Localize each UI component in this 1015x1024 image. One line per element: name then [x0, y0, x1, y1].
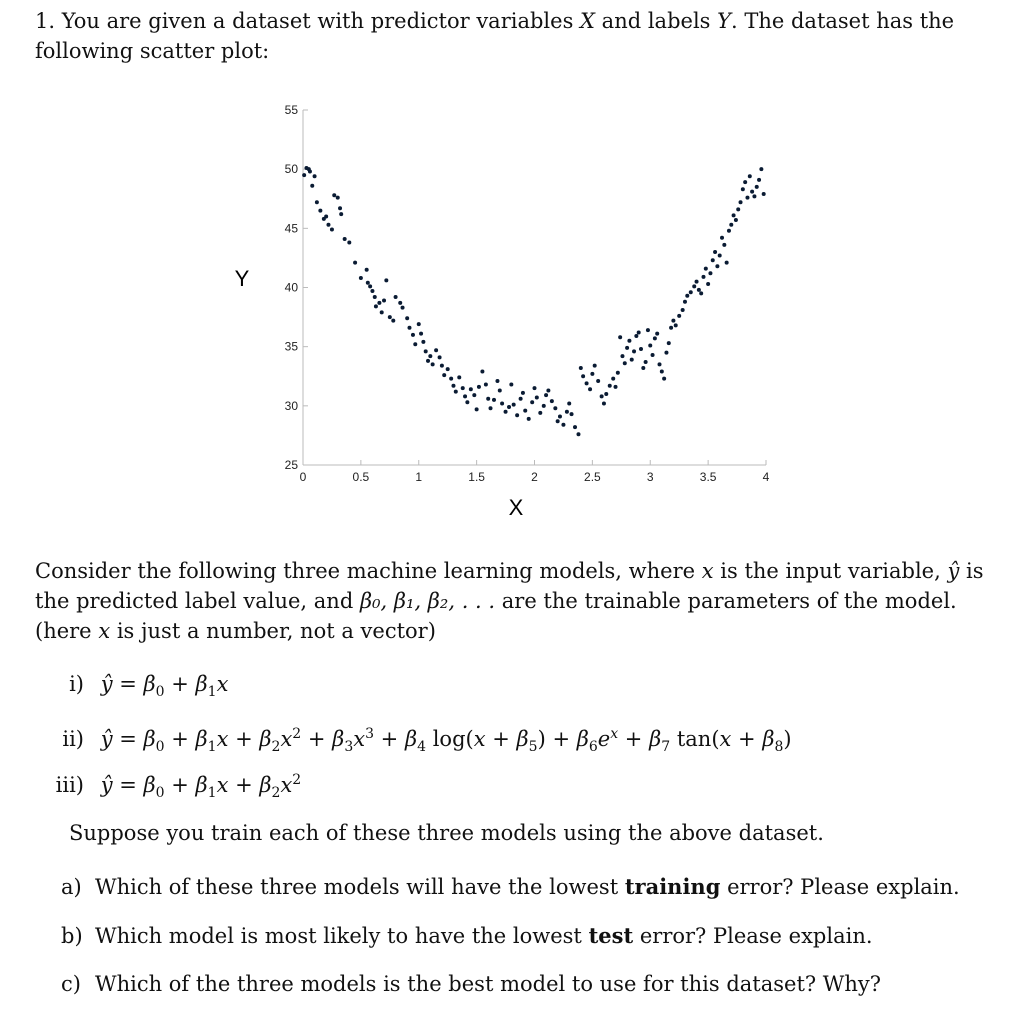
data-point [446, 367, 450, 371]
data-point [558, 414, 562, 418]
data-point [413, 342, 417, 346]
data-point [620, 354, 624, 358]
data-point [739, 200, 743, 204]
data-point [750, 190, 754, 194]
y-tick-label: 55 [284, 103, 298, 117]
data-point [477, 385, 481, 389]
model-i-number: i) [69, 672, 84, 696]
data-point [469, 387, 473, 391]
models-paragraph [35, 556, 985, 646]
data-point [339, 212, 343, 216]
data-point [542, 404, 546, 408]
para-var-x2: x [98, 619, 111, 643]
data-point [722, 243, 726, 247]
data-point [377, 301, 381, 305]
para-text-b: is the input variable, [720, 559, 941, 583]
data-point [561, 423, 565, 427]
data-point [658, 362, 662, 366]
data-point [567, 401, 571, 405]
plot-axes [285, 103, 770, 484]
data-point [313, 174, 317, 178]
data-point [512, 403, 516, 407]
data-point [706, 282, 710, 286]
data-point [718, 254, 722, 258]
question-b [61, 922, 873, 950]
data-point [729, 223, 733, 227]
data-point [359, 276, 363, 280]
data-point [530, 400, 534, 404]
data-point [449, 377, 453, 381]
data-point [711, 258, 715, 262]
data-point [438, 355, 442, 359]
data-point [489, 406, 493, 410]
data-point [500, 401, 504, 405]
data-point [318, 209, 322, 213]
data-point [588, 387, 592, 391]
model-iii [50, 766, 301, 807]
data-point [755, 185, 759, 189]
data-point [608, 384, 612, 388]
data-point [727, 229, 731, 233]
data-point [374, 304, 378, 308]
data-point [570, 412, 574, 416]
data-point [486, 397, 490, 401]
data-point [573, 425, 577, 429]
para-var-x: x [701, 559, 714, 583]
question-a-bold: training [624, 874, 721, 899]
para-text-c: is the predicted label value, and [35, 559, 984, 613]
question-b-bold: test [588, 923, 634, 948]
data-point [388, 315, 392, 319]
data-point [382, 299, 386, 303]
data-point [515, 413, 519, 417]
data-point [708, 271, 712, 275]
intro-text-b: and labels [601, 9, 711, 33]
data-point [461, 386, 465, 390]
data-point [431, 362, 435, 366]
data-point [671, 319, 675, 323]
data-point [509, 383, 513, 387]
data-point [585, 381, 589, 385]
x-tick-label: 1.5 [468, 470, 485, 484]
data-point [343, 237, 347, 241]
data-point [634, 334, 638, 338]
data-point [715, 264, 719, 268]
y-tick-label: 30 [284, 398, 298, 413]
intro-var-y: Y [717, 9, 731, 33]
question-b-text: Which model is most likely to have the lowest [95, 924, 582, 948]
y-tick-label: 50 [284, 162, 298, 177]
data-point [332, 193, 336, 197]
data-point [347, 241, 351, 245]
data-point [692, 284, 696, 288]
data-point [689, 290, 693, 294]
data-point [353, 261, 357, 265]
x-tick-label: 3 [646, 470, 654, 484]
data-point [625, 346, 629, 350]
data-point [527, 417, 531, 421]
data-point [495, 379, 499, 383]
data-point [623, 361, 627, 365]
data-point [637, 330, 641, 334]
data-point [472, 393, 476, 397]
data-point [504, 410, 508, 414]
data-point [411, 333, 415, 337]
x-tick-label: 2.5 [584, 470, 601, 484]
data-point [538, 411, 542, 415]
data-point [614, 385, 618, 389]
data-point [683, 300, 687, 304]
data-point [576, 432, 580, 436]
para-text-d: are the trainable parameters of the model. (here [35, 589, 957, 643]
data-point [752, 194, 756, 198]
data-point [725, 261, 729, 265]
data-point [550, 399, 554, 403]
data-point [465, 400, 469, 404]
data-point [324, 215, 328, 219]
data-point [674, 323, 678, 327]
model-ii-number: ii) [62, 727, 84, 751]
question-a-label: a) [61, 875, 82, 899]
question-a-text: Which of these three models will have the lowest [95, 875, 619, 899]
question-a [61, 873, 960, 901]
data-point [326, 223, 330, 227]
data-point [590, 372, 594, 376]
scatter-plot [215, 95, 795, 525]
data-point [523, 409, 527, 413]
data-point [484, 383, 488, 387]
model-i-equation: ŷ = $\beta_0 + \beta_1x$ [100, 672, 229, 701]
data-point [616, 371, 620, 375]
y-tick-label: 40 [284, 280, 298, 295]
data-point [697, 288, 701, 292]
data-point [391, 319, 395, 323]
data-point [498, 388, 502, 392]
data-point [338, 206, 342, 210]
problem-intro [35, 6, 985, 66]
data-point [596, 379, 600, 383]
data-point [639, 347, 643, 351]
data-point [373, 295, 377, 299]
data-point [602, 401, 606, 405]
data-point [704, 267, 708, 271]
data-point [475, 407, 479, 411]
data-point [302, 173, 306, 177]
data-point [533, 386, 537, 390]
data-point [660, 370, 664, 374]
problem-number: 1. [35, 9, 56, 33]
x-tick-label: 0.5 [352, 470, 370, 484]
data-point [315, 200, 319, 204]
data-point [648, 343, 652, 347]
data-point [492, 398, 496, 402]
data-point [405, 316, 409, 320]
data-point [535, 396, 539, 400]
data-point [553, 406, 557, 410]
para-text-a: Consider the following three machine learning models, where [35, 559, 696, 583]
model-iii-number: iii) [55, 773, 84, 797]
data-point [546, 388, 550, 392]
data-point [384, 278, 388, 282]
data-point [662, 377, 666, 381]
data-point [440, 364, 444, 368]
data-point [336, 196, 340, 200]
data-point [741, 187, 745, 191]
data-point [417, 322, 421, 326]
data-point [655, 332, 659, 336]
data-point [419, 332, 423, 336]
data-point [762, 192, 766, 196]
data-point [457, 375, 461, 379]
data-point [480, 370, 484, 374]
data-point [743, 180, 747, 184]
data-point [713, 250, 717, 254]
para-text-e: is just a number, not a vector) [116, 619, 436, 643]
question-a-text-end: error? Please explain. [727, 875, 960, 899]
data-point [442, 373, 446, 377]
data-point [463, 394, 467, 398]
data-point [632, 349, 636, 353]
data-point [667, 341, 671, 345]
data-point [681, 308, 685, 312]
data-point [695, 280, 699, 284]
model-ii [56, 720, 792, 761]
x-axis-label: X [508, 495, 524, 520]
data-point [630, 358, 634, 362]
x-tick-label: 0 [299, 470, 307, 484]
intro-text-c: . The dataset has the following scatter plot: [35, 9, 955, 63]
data-point [701, 275, 705, 279]
question-c-text: Which of the three models is the best model to use for this dataset? Why? [95, 972, 882, 996]
question-c [61, 970, 881, 998]
data-point [507, 405, 511, 409]
data-point [521, 391, 525, 395]
data-point [581, 374, 585, 378]
y-tick-label: 35 [284, 339, 298, 354]
data-point [736, 207, 740, 211]
data-point [734, 218, 738, 222]
y-tick-label: 45 [284, 221, 298, 236]
data-point [593, 364, 597, 368]
data-point [677, 314, 681, 318]
data-point [454, 390, 458, 394]
data-point [330, 228, 334, 232]
x-tick-label: 4 [762, 470, 770, 484]
data-point [759, 167, 763, 171]
data-point [757, 178, 761, 182]
data-point [401, 306, 405, 310]
data-point [720, 236, 724, 240]
intro-var-x: X [580, 9, 595, 33]
model-iii-equation: ŷ = $\beta_0 + \beta_1x + \beta_2x^2$ [100, 772, 302, 802]
data-point [426, 359, 430, 363]
data-point [421, 340, 425, 344]
data-point [398, 301, 402, 305]
y-axis-label: Y [234, 266, 250, 291]
data-point [308, 170, 312, 174]
data-point [664, 351, 668, 355]
data-point [579, 366, 583, 370]
data-point [368, 284, 372, 288]
data-point [519, 397, 523, 401]
data-point [424, 349, 428, 353]
data-point [544, 393, 548, 397]
data-point [366, 281, 370, 285]
data-point [699, 291, 703, 295]
intro-text-a: You are given a dataset with predictor variables [61, 9, 574, 33]
x-tick-label: 1 [415, 470, 423, 484]
plot-points [302, 166, 766, 436]
data-point [646, 328, 650, 332]
model-ii-equation: ŷ = $\beta_0 + \beta_1x + \beta_2x^2 + \beta_3x^3 + \beta_4$ $\log(x + \beta_5) + \beta_6e^x + \beta_7$ $\tan(x + \beta_8)$ [100, 726, 792, 756]
y-tick-label: 25 [284, 458, 298, 472]
data-point [745, 196, 749, 200]
data-point [641, 366, 645, 370]
data-point [556, 419, 560, 423]
suppose-text: Suppose you train each of these three models using the above dataset. [69, 821, 824, 845]
data-point [407, 326, 411, 330]
data-point [604, 392, 608, 396]
data-point [394, 295, 398, 299]
para-var-yhat: ŷ [947, 559, 960, 583]
data-point [669, 326, 673, 330]
data-point [600, 394, 604, 398]
data-point [380, 310, 384, 314]
x-tick-label: 3.5 [699, 470, 717, 484]
data-point [644, 360, 648, 364]
question-b-text-end: error? Please explain. [639, 924, 873, 948]
data-point [451, 384, 455, 388]
data-point [611, 377, 615, 381]
data-point [434, 348, 438, 352]
data-point [565, 410, 569, 414]
model-i [62, 670, 228, 706]
data-point [365, 268, 369, 272]
data-point [310, 184, 314, 188]
data-point [651, 353, 655, 357]
data-point [732, 213, 736, 217]
data-point [618, 335, 622, 339]
data-point [370, 289, 374, 293]
x-tick-label: 2 [531, 470, 538, 484]
question-c-label: c) [61, 972, 81, 996]
para-betas: β₀, β₁, β₂, . . . [359, 589, 496, 613]
data-point [748, 174, 752, 178]
data-point [428, 354, 432, 358]
data-point [685, 294, 689, 298]
data-point [653, 336, 657, 340]
data-point [627, 339, 631, 343]
question-b-label: b) [61, 924, 83, 948]
